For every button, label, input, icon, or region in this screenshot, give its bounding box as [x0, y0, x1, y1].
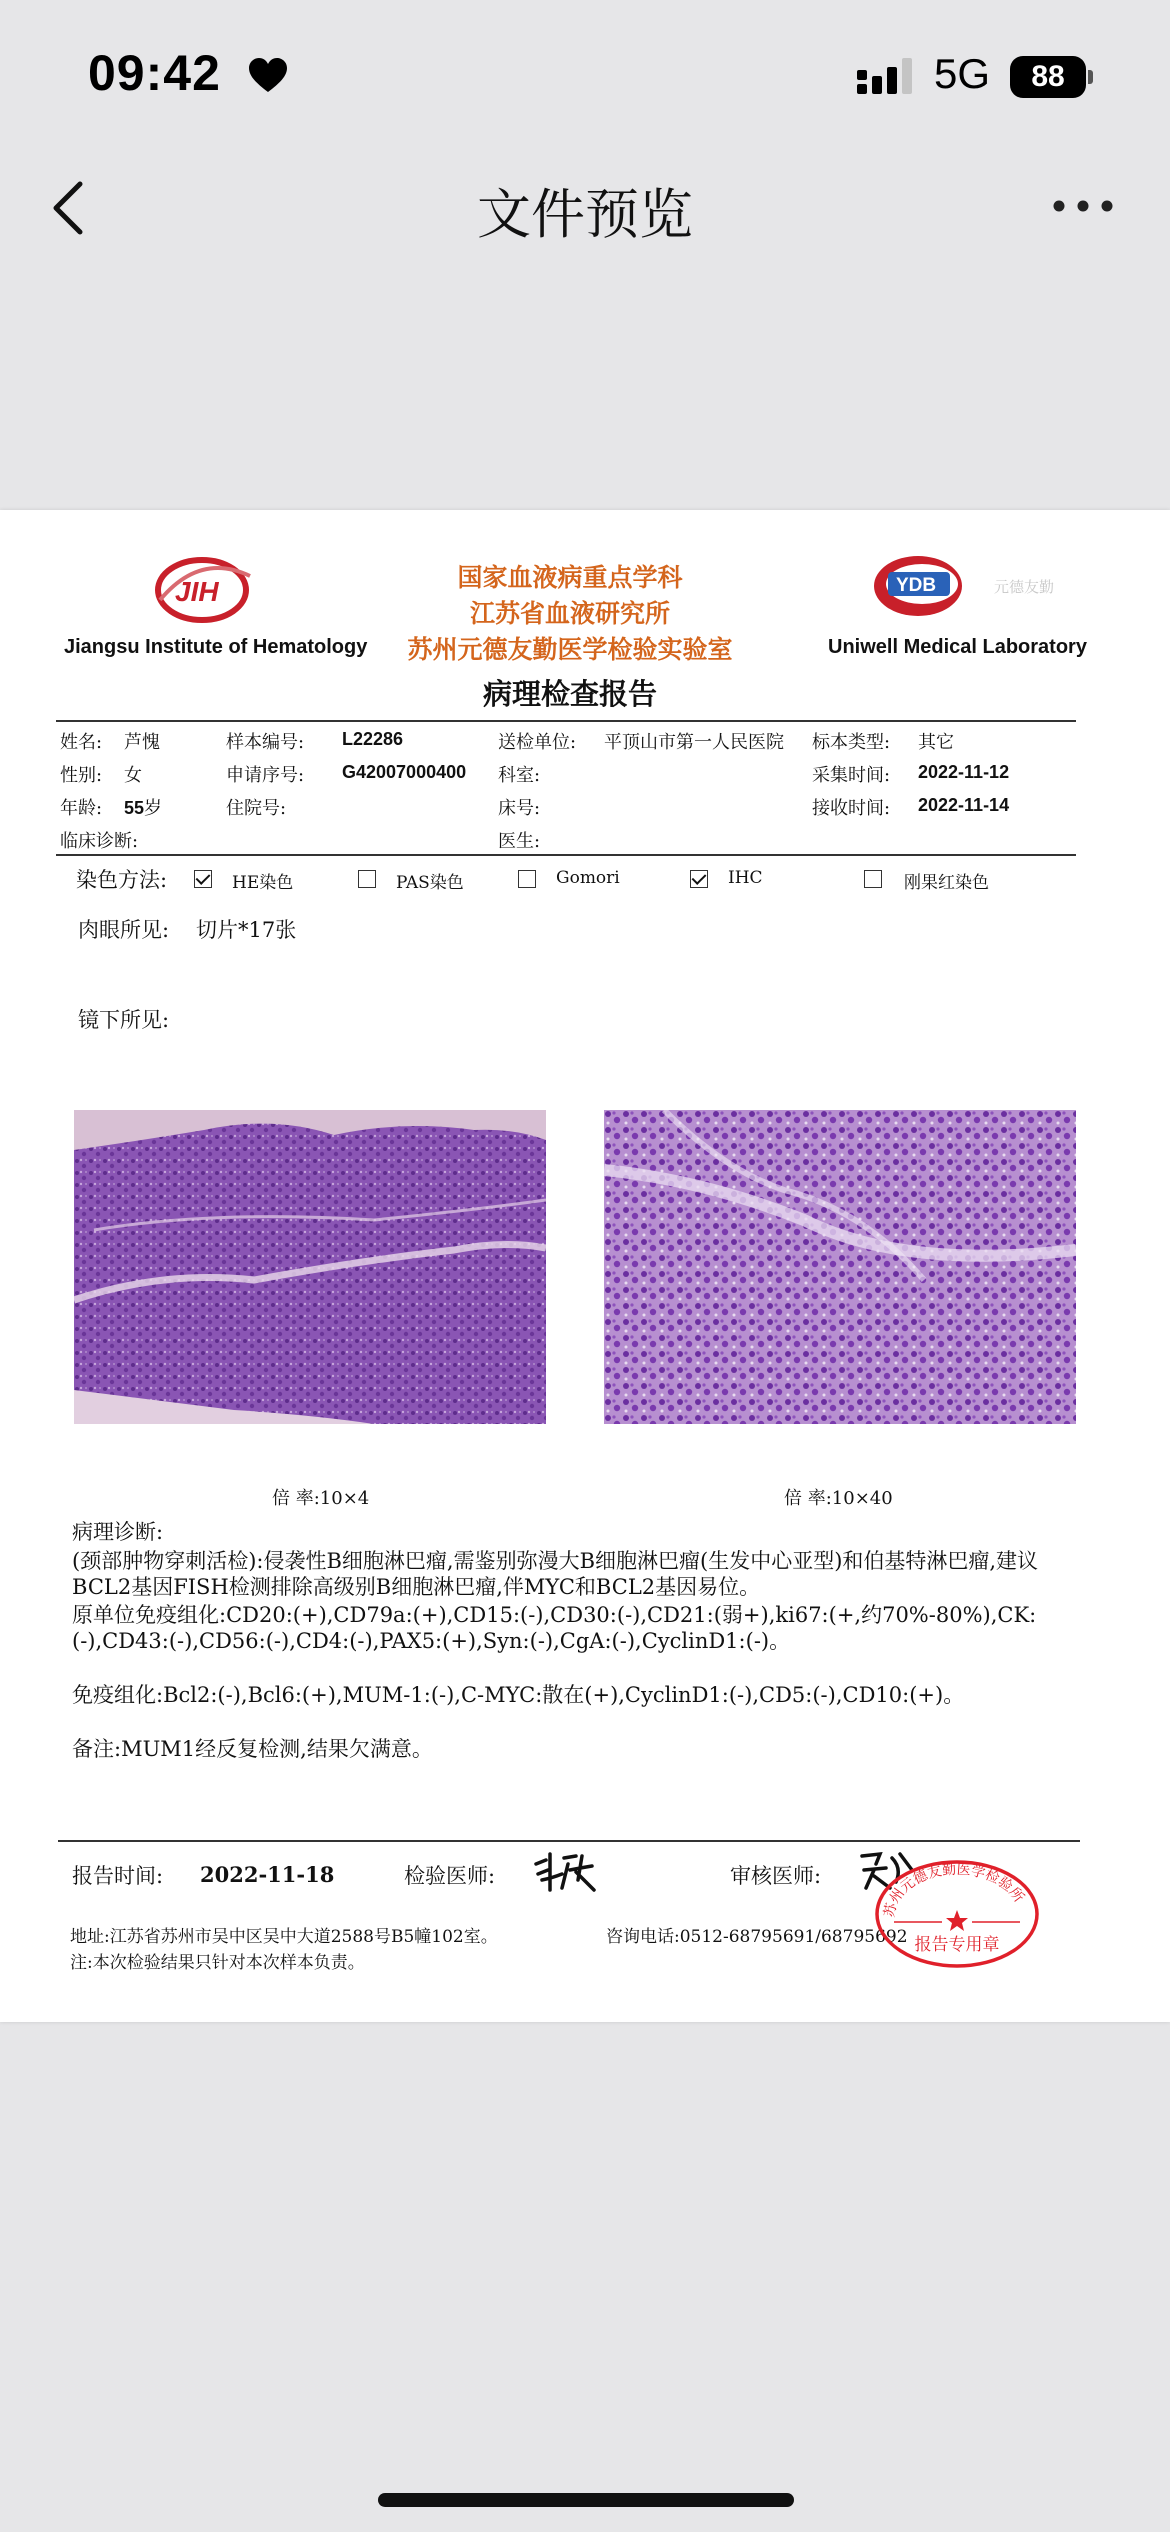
apply-value: G42007000400 — [342, 762, 467, 782]
microscopy-label: 镜下所见: — [78, 1008, 170, 1032]
sender-value: 平顶山市第一人民医院 — [604, 732, 784, 753]
jih-logo-icon — [150, 548, 260, 628]
network-type: 5G — [934, 50, 991, 97]
ihc-stain-label: IHC — [728, 868, 763, 888]
header-divider — [56, 720, 1076, 722]
status-bar — [0, 0, 1170, 150]
gomori-stain-checkbox[interactable] — [518, 870, 536, 888]
dept-label: 科室: — [498, 765, 541, 786]
ihc-original-text: 原单位免疫组化:CD20:(+),CD79a:(+),CD15:(-),CD30:(-),CD21:(弱+),ki67:(+,约70%-80%),CK:(-),CD43:(-),CD56:(-),CD4:(-),PAX5:(+),Syn:(-),CgA:(-),CyclinD1:(-)。 — [72, 1603, 1037, 1653]
ydb-logo-icon — [866, 544, 976, 624]
collect-label: 采集时间: — [812, 765, 891, 786]
inpatient-label: 住院号: — [226, 798, 287, 819]
svg-text:苏州元德友勤医学检验所 — [881, 1861, 1027, 1919]
age-field — [124, 794, 162, 820]
inspector-label: 检验医师: — [404, 1864, 496, 1888]
ihc-text: 免疫组化:Bcl2:(-),Bcl6:(+),MUM-1:(-),C-MYC:散在(+),CyclinD1:(-),CD5:(-),CD10:(+)。 — [72, 1683, 965, 1707]
pas-stain-checkbox[interactable] — [358, 870, 376, 888]
age-value: 55 — [124, 798, 145, 818]
remark-text: 备注:MUM1经反复检测,结果欠满意。 — [72, 1737, 433, 1761]
seal-subtext: 报告专用章 — [914, 1935, 1000, 1955]
heart-icon — [248, 58, 288, 94]
info-divider — [56, 854, 1076, 856]
left-institute-name: Jiangsu Institute of Hematology — [64, 636, 368, 658]
sample-label: 样本编号: — [226, 732, 305, 753]
age-label: 年龄: — [60, 798, 103, 819]
micrograph-high-power — [604, 1110, 1076, 1424]
more-options-icon[interactable] — [1052, 196, 1114, 216]
he-stain-label: HE染色 — [232, 873, 294, 893]
name-label: 姓名: — [60, 732, 103, 753]
inspector-signature-icon — [532, 1850, 602, 1894]
document-preview[interactable] — [0, 510, 1170, 2022]
seal-text: 苏州元德友勤医学检验所 — [881, 1861, 1027, 1919]
magnification-right: 倍 率:10×40 — [784, 1488, 893, 1509]
page-title: 文件预览 — [477, 183, 693, 246]
lab-title-line3: 苏州元德友勤医学检验实验室 — [407, 635, 733, 664]
jih-logo-text: JIH — [175, 576, 219, 607]
congo-red-stain-checkbox[interactable] — [864, 870, 882, 888]
receive-label: 接收时间: — [812, 798, 891, 819]
battery-icon — [1010, 56, 1086, 98]
doctor-label: 医生: — [498, 831, 541, 852]
report-time-value: 2022-11-18 — [200, 1862, 335, 1887]
staining-label: 染色方法: — [76, 868, 168, 892]
sex-value: 女 — [124, 765, 142, 786]
battery-tip — [1088, 70, 1093, 84]
age-unit: 岁 — [144, 798, 163, 819]
home-indicator[interactable] — [378, 2493, 794, 2507]
report-time-label: 报告时间: — [72, 1864, 164, 1888]
gross-value: 切片*17张 — [196, 918, 297, 942]
note-text: 注:本次检验结果只针对本次样本负责。 — [70, 1953, 365, 1973]
sender-label: 送检单位: — [498, 732, 577, 753]
collect-value: 2022-11-12 — [918, 762, 1010, 782]
congo-red-stain-label: 刚果红染色 — [904, 873, 989, 893]
diagnosis-text: (颈部肿物穿刺活检):侵袭性B细胞淋巴瘤,需鉴别弥漫大B细胞淋巴瘤(生发中心亚型)和伯基特淋巴瘤,建议BCL2基因FISH检测排除高级别B细胞淋巴瘤,伴MYC和BCL2基因易位。 — [72, 1549, 1039, 1599]
cellular-signal-icon — [855, 58, 917, 96]
address-text: 地址:江苏省苏州市吴中区吴中大道2588号B5幢102室。 — [70, 1927, 498, 1947]
gross-label: 肉眼所见: — [78, 918, 170, 942]
status-time: 09:42 — [88, 45, 221, 101]
receive-value: 2022-11-14 — [918, 795, 1010, 815]
right-institute-name: Uniwell Medical Laboratory — [828, 636, 1087, 658]
reviewer-label: 审核医师: — [730, 1864, 822, 1888]
name-value: 芦愧 — [124, 732, 160, 753]
apply-label: 申请序号: — [226, 765, 305, 786]
he-stain-checkbox[interactable] — [194, 870, 212, 888]
clinical-label: 临床诊断: — [60, 831, 139, 852]
battery-level: 88 — [1031, 60, 1065, 93]
specimen-label: 标本类型: — [812, 732, 891, 753]
footer-divider — [58, 1840, 1080, 1842]
ihc-stain-checkbox[interactable] — [690, 870, 708, 888]
diagnosis-label: 病理诊断: — [72, 1520, 164, 1544]
phone-text: 咨询电话:0512-68795691/68795692 — [606, 1927, 908, 1947]
sex-label: 性别: — [60, 765, 103, 786]
right-logo-tagline: 元德友勤 — [994, 578, 1055, 596]
specimen-value: 其它 — [918, 732, 954, 753]
lab-title-line2: 江苏省血液研究所 — [469, 599, 670, 628]
report-title: 病理检查报告 — [482, 677, 657, 711]
official-seal-icon — [872, 1858, 1042, 1970]
micrograph-low-power — [74, 1110, 546, 1424]
gomori-stain-label: Gomori — [556, 868, 620, 888]
bed-label: 床号: — [498, 798, 541, 819]
sample-value: L22286 — [342, 729, 404, 749]
lab-title-line1: 国家血液病重点学科 — [457, 563, 683, 592]
magnification-left: 倍 率:10×4 — [272, 1488, 370, 1509]
ydb-logo-text: YDB — [896, 575, 937, 596]
pas-stain-label: PAS染色 — [396, 873, 464, 893]
